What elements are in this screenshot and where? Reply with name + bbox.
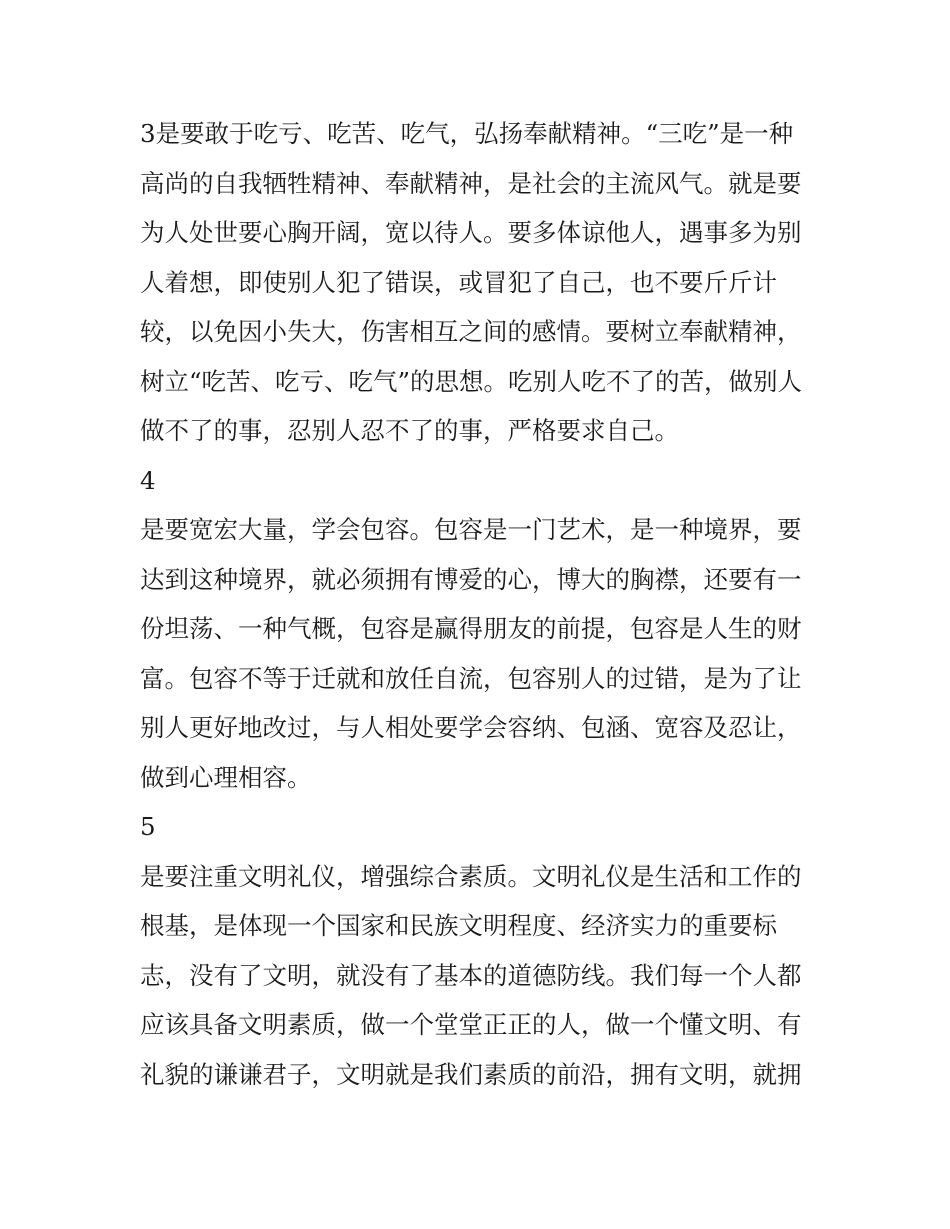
text-line: 根基，是体现一个国家和民族文明程度、经济实力的重要标: [140, 911, 777, 940]
text-line: 较，以免因小失大，伤害相互之间的感情。要树立奉献精神，: [140, 317, 802, 346]
text-line: 3是要敢于吃亏、吃苦、吃气，弘扬奉献精神。“三吃”是一种: [140, 119, 794, 148]
text-line: 树立“吃苦、吃亏、吃气”的思想。吃别人吃不了的苦，做别人: [140, 366, 803, 396]
text-line: 是要注重文明礼仪，增强综合素质。文明礼仪是生活和工作的: [140, 861, 802, 891]
text-line: 为人处世要心胸开阔，宽以待人。要多体谅他人，遇事多为别: [140, 218, 802, 247]
text-line: 志，没有了文明，就没有了基本的道德防线。我们每一个人都: [140, 960, 802, 990]
text-line: 做不了的事，忍别人忍不了的事，严格要求自己。: [140, 416, 679, 445]
text-line: 富。包容不等于迁就和放任自流，包容别人的过错，是为了让: [140, 663, 802, 693]
section-number: 5: [140, 812, 156, 841]
text-line: 人着想，即使别人犯了错误，或冒犯了自己，也不要斤斤计: [140, 267, 777, 297]
text-line: 是要宽宏大量，学会包容。包容是一门艺术，是一种境界，要: [140, 515, 802, 544]
text-line: 达到这种境界，就必须拥有博爱的心，博大的胸襟，还要有一: [140, 564, 802, 594]
section-number: 4: [140, 465, 156, 495]
text-line: 份坦荡、一种气概，包容是赢得朋友的前提，包容是人生的财: [140, 614, 802, 643]
text-line: 别人更好地改过，与人相处要学会容纳、包涵、宽容及忍让，: [140, 713, 802, 742]
text-line: 礼貌的谦谦君子，文明就是我们素质的前沿，拥有文明，就拥: [140, 1059, 802, 1089]
text-line: 做到心理相容。: [140, 762, 312, 792]
text-line: 应该具备文明素质，做一个堂堂正正的人，做一个懂文明、有: [140, 1010, 802, 1039]
text-line: 高尚的自我牺牲精神、奉献精神，是社会的主流风气。就是要: [140, 168, 802, 198]
body-text: [140, 109, 820, 1099]
